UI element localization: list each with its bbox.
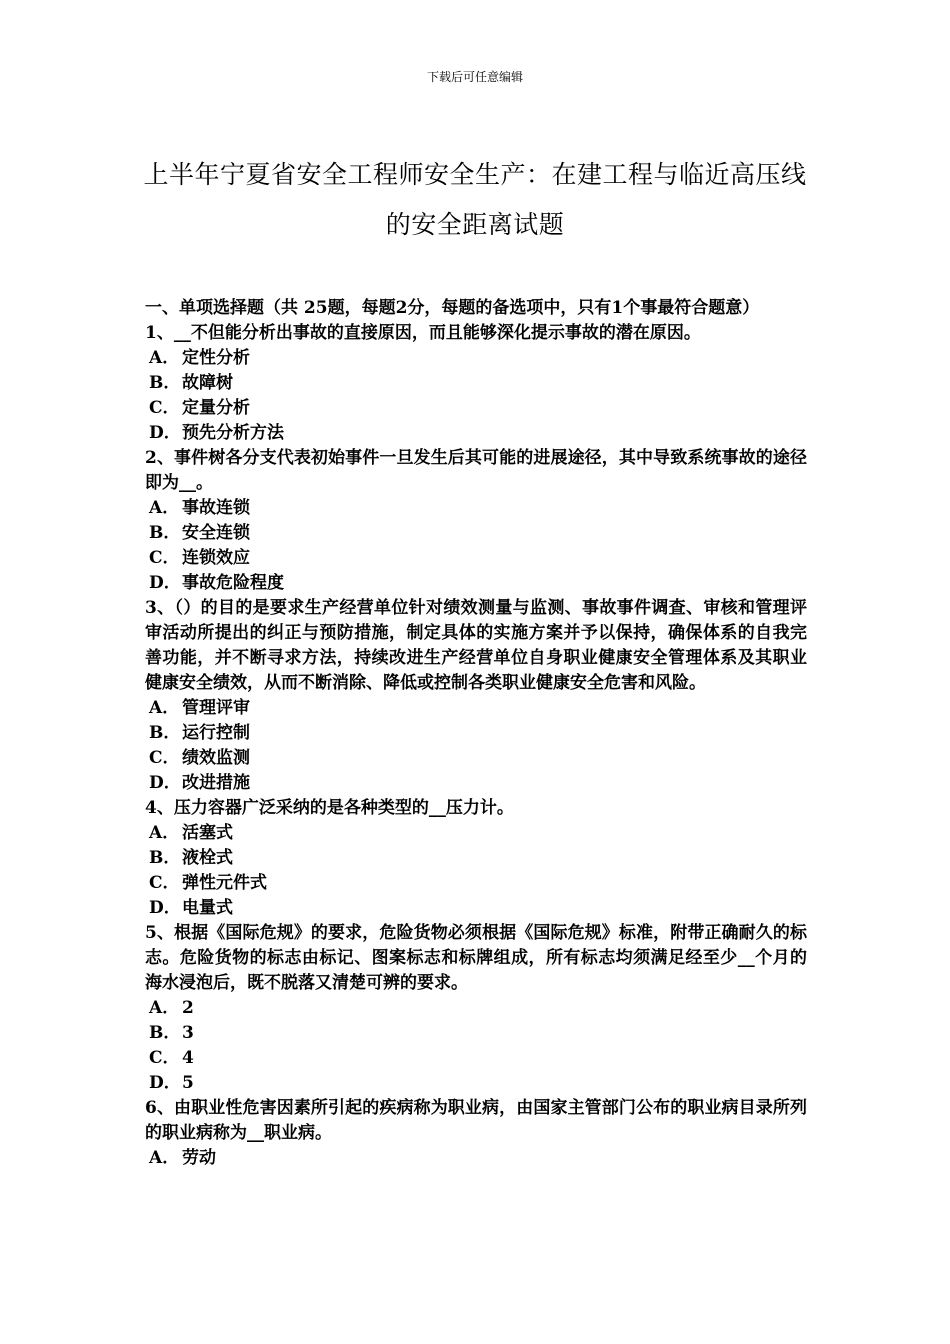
option-letter: C． xyxy=(149,548,180,568)
option-text: 定性分析 xyxy=(182,348,250,368)
option-item xyxy=(145,696,807,721)
question-text: 6、由职业性危害因素所引起的疾病称为职业病，由国家主管部门公布的职业病目录所列的职业病称为__职业病。 xyxy=(145,1098,807,1143)
header-note: 下载后可任意编辑 xyxy=(426,70,523,84)
option-letter: D． xyxy=(149,898,181,918)
question-text: 2、事件树各分支代表初始事件一旦发生后其可能的进展途径，其中导致系统事故的途径即为__。 xyxy=(145,448,807,493)
option-list xyxy=(145,821,807,921)
option-letter: D． xyxy=(149,1073,181,1093)
option-item xyxy=(145,871,807,896)
option-item xyxy=(145,1146,807,1171)
option-text: 3 xyxy=(182,1023,194,1043)
option-item xyxy=(145,571,807,596)
option-item xyxy=(145,396,807,421)
question xyxy=(145,921,807,1096)
option-letter: B． xyxy=(149,373,181,393)
option-text: 改进措施 xyxy=(182,773,250,793)
option-letter: C． xyxy=(149,1048,180,1068)
section-heading: 一、单项选择题（共 25题，每题2分，每题的备选项中，只有1个事最符合题意） xyxy=(145,298,760,318)
question-list xyxy=(145,321,807,1171)
option-item xyxy=(145,1071,807,1096)
option-text: 4 xyxy=(182,1048,194,1068)
question-text: 1、__不但能分析出事故的直接原因，而且能够深化提示事故的潜在原因。 xyxy=(145,323,701,343)
question xyxy=(145,1096,807,1171)
question-text: 4、压力容器广泛采纳的是各种类型的__压力计。 xyxy=(145,798,514,818)
question xyxy=(145,596,807,796)
option-item xyxy=(145,346,807,371)
option-item xyxy=(145,496,807,521)
question xyxy=(145,446,807,596)
option-letter: A． xyxy=(149,1148,180,1168)
option-item xyxy=(145,896,807,921)
option-item xyxy=(145,721,807,746)
option-text: 预先分析方法 xyxy=(182,423,284,443)
option-list xyxy=(145,996,807,1096)
option-item xyxy=(145,821,807,846)
option-letter: C． xyxy=(149,873,180,893)
option-text: 运行控制 xyxy=(182,723,250,743)
option-item xyxy=(145,521,807,546)
option-letter: B． xyxy=(149,848,181,868)
option-text: 定量分析 xyxy=(182,398,250,418)
option-letter: B． xyxy=(149,723,181,743)
option-letter: C． xyxy=(149,748,180,768)
option-text: 劳动 xyxy=(182,1148,216,1168)
option-item xyxy=(145,846,807,871)
option-letter: B． xyxy=(149,523,181,543)
option-item xyxy=(145,746,807,771)
option-item xyxy=(145,771,807,796)
option-list xyxy=(145,1146,807,1171)
option-list xyxy=(145,346,807,446)
option-letter: A． xyxy=(149,698,180,718)
option-item xyxy=(145,1021,807,1046)
option-letter: D． xyxy=(149,573,181,593)
option-text: 电量式 xyxy=(182,898,233,918)
option-text: 事故危险程度 xyxy=(182,573,284,593)
option-text: 2 xyxy=(182,998,194,1018)
option-letter: C． xyxy=(149,398,180,418)
option-text: 液栓式 xyxy=(182,848,233,868)
option-item xyxy=(145,1046,807,1071)
page-title: 上半年宁夏省安全工程师安全生产：在建工程与临近高压线的安全距离试题 xyxy=(143,160,807,239)
option-text: 故障树 xyxy=(182,373,233,393)
option-letter: B． xyxy=(149,1023,181,1043)
option-letter: D． xyxy=(149,773,181,793)
option-text: 管理评审 xyxy=(182,698,250,718)
option-item xyxy=(145,546,807,571)
question-text: 5、根据《国际危规》的要求，危险货物必须根据《国际危规》标准，附带正确耐久的标志。危险货物的标志由标记、图案标志和标牌组成，所有标志均须满足经至少__个月的海水浸泡后，既不脱落又清楚可辨的要求。 xyxy=(145,923,807,993)
option-list xyxy=(145,496,807,596)
option-item xyxy=(145,371,807,396)
option-letter: A． xyxy=(149,348,180,368)
option-text: 弹性元件式 xyxy=(182,873,267,893)
option-letter: D． xyxy=(149,423,181,443)
option-text: 安全连锁 xyxy=(182,523,250,543)
option-text: 5 xyxy=(182,1073,194,1093)
option-letter: A． xyxy=(149,998,180,1018)
option-item xyxy=(145,421,807,446)
document-body xyxy=(145,296,807,1171)
option-text: 活塞式 xyxy=(182,823,233,843)
option-text: 事故连锁 xyxy=(182,498,250,518)
question-text: 3、（）的目的是要求生产经营单位针对绩效测量与监测、事故事件调查、审核和管理评审活动所提出的纠正与预防措施，制定具体的实施方案并予以保持，确保体系的自我完善功能，并不断寻求方法，持续改进生产经营单位自身职业健康安全管理体系及其职业健康安全绩效，从而不断消除、降低或控制各类职业健康安全危害和风险。 xyxy=(145,598,807,693)
question xyxy=(145,796,807,921)
option-text: 连锁效应 xyxy=(182,548,250,568)
question xyxy=(145,321,807,446)
option-letter: A． xyxy=(149,498,180,518)
option-item xyxy=(145,996,807,1021)
option-list xyxy=(145,696,807,796)
option-letter: A． xyxy=(149,823,180,843)
option-text: 绩效监测 xyxy=(182,748,250,768)
